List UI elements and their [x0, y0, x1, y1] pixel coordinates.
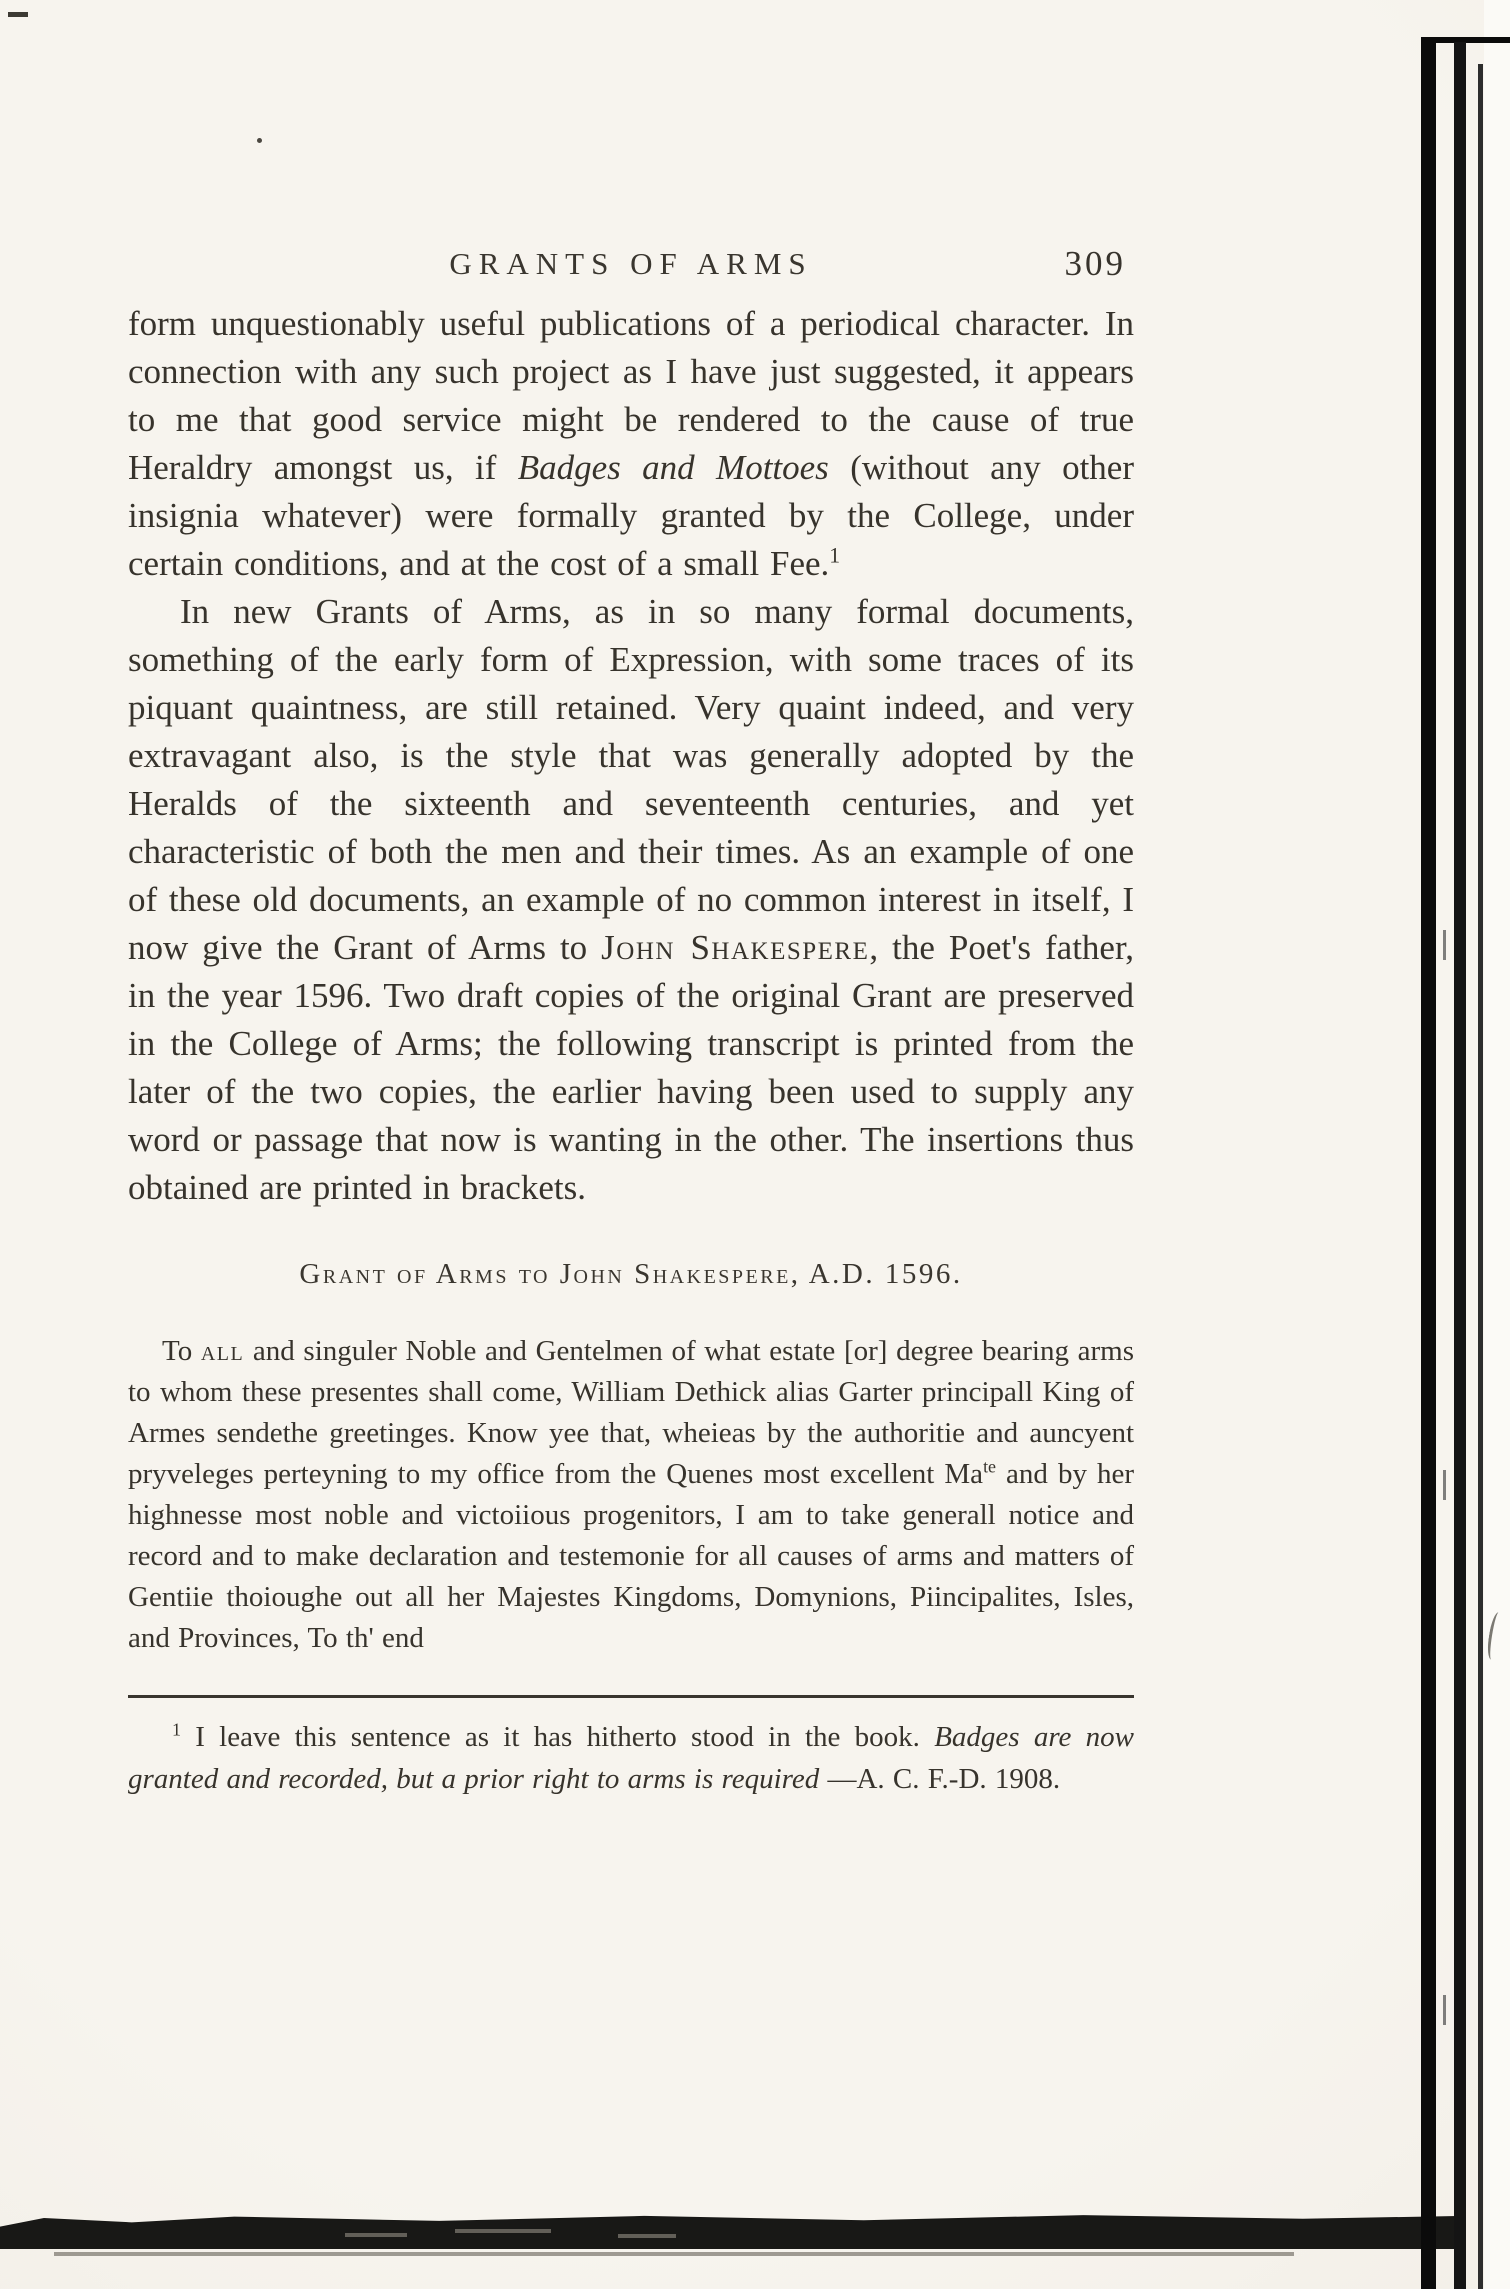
italic-phrase: Badges and Mottoes — [517, 448, 829, 487]
smallcaps-name: John Shakespere — [601, 928, 870, 967]
transcript-text: and singuler Noble and Gentelmen of what estate [or] degree bearing arms to whom these presentes shall come, William Dethick alias Garter principall King of Armes sendethe greetinges. Know yee that, wheieas by the authoritie and auncyent pryveleges perteyning to my office from the Quenes most excellent Ma — [128, 1335, 1134, 1490]
binding-line-thin — [1478, 64, 1483, 2289]
page-number: 309 — [1064, 244, 1126, 283]
binding-line-medium — [1454, 42, 1466, 2289]
scan-artifact-dash — [8, 12, 28, 17]
section-heading: Grant of Arms to John Shakespere, A.D. 1596. — [299, 1258, 963, 1290]
paragraph-intro — [128, 300, 1134, 588]
footnote-italic-text: Badges are now granted and recorded, but a prior right to arms is required — [128, 1721, 1135, 1795]
scan-artifact-tick — [1443, 1995, 1446, 2025]
scan-artifact-mark — [618, 2234, 676, 2238]
footnote-signature: —A. C. F.-D. 1908. — [819, 1763, 1061, 1795]
page-edge — [1484, 0, 1510, 2289]
page-bottom-shadow-line — [54, 2252, 1294, 2256]
scan-artifact-tick — [1443, 1470, 1446, 1500]
footnote-reference: 1 — [829, 543, 841, 568]
binding-line-thick — [1421, 42, 1436, 2289]
page-text-block — [128, 246, 1134, 1800]
superscript-abbreviation: te — [983, 1456, 997, 1477]
scan-artifact-tick — [1443, 930, 1446, 960]
scan-artifact-mark — [345, 2233, 407, 2237]
paragraph-text: In new Grants of Arms, as in so many formal documents, something of the early form of Expression, with some traces of its piquant quaintness, are still retained. Very quaint indeed, and very extravagant also, is the style that was generally adopted by the Heralds of the sixteenth and seventeenth centuries, and yet characteristic of both the men and their times. As an example of one of these old documents, an example of no common interest in itself, I now give the Grant of Arms to — [128, 592, 1134, 967]
footnote-marker: 1 — [172, 1719, 181, 1740]
smallcaps-word: all — [200, 1335, 245, 1367]
paragraph-text: form unquestionably useful publications of a periodical character. In connection with any such project as I have just suggested, it appears to me that good service might be rendered to the cause of true Heraldry amongst us, if — [128, 304, 1134, 487]
paragraph-text: (without any other insignia whatever) were formally granted by the College, under certain conditions, and at the cost of a small Fee. — [128, 448, 1135, 583]
transcript-text: and by her highnesse most noble and victoiious progenitors, I am to take generall notice and record and to make declaration and testemonie for all causes of arms and matters of Gentiie thoioughe out all her Majestes Kingdoms, Domynions, Piincipalites, Isles, and Provinces, To th' end — [128, 1458, 1135, 1654]
footnote-divider — [128, 1695, 1134, 1698]
footnote — [128, 1716, 1134, 1800]
page-bottom-shadow — [0, 2213, 1464, 2249]
footnote-text: I leave this sentence as it has hitherto stood in the book. — [180, 1721, 935, 1753]
grant-transcript — [128, 1331, 1134, 1659]
running-head-title: GRANTS OF ARMS — [449, 246, 813, 281]
transcript-text: To — [162, 1335, 201, 1367]
paragraph-text: , the Poet's father, in the year 1596. Two draft copies of the original Grant are preserved in the College of Arms; the following transcript is printed from the later of the two copies, the earlier having been used to supply any word or passage that now is wanting in the other. The insertions thus obtained are printed in brackets. — [128, 928, 1134, 1207]
scan-artifact-dot — [257, 138, 262, 143]
scan-artifact-mark — [455, 2229, 551, 2233]
paragraph-grants — [128, 588, 1134, 1212]
running-head — [128, 246, 1134, 300]
